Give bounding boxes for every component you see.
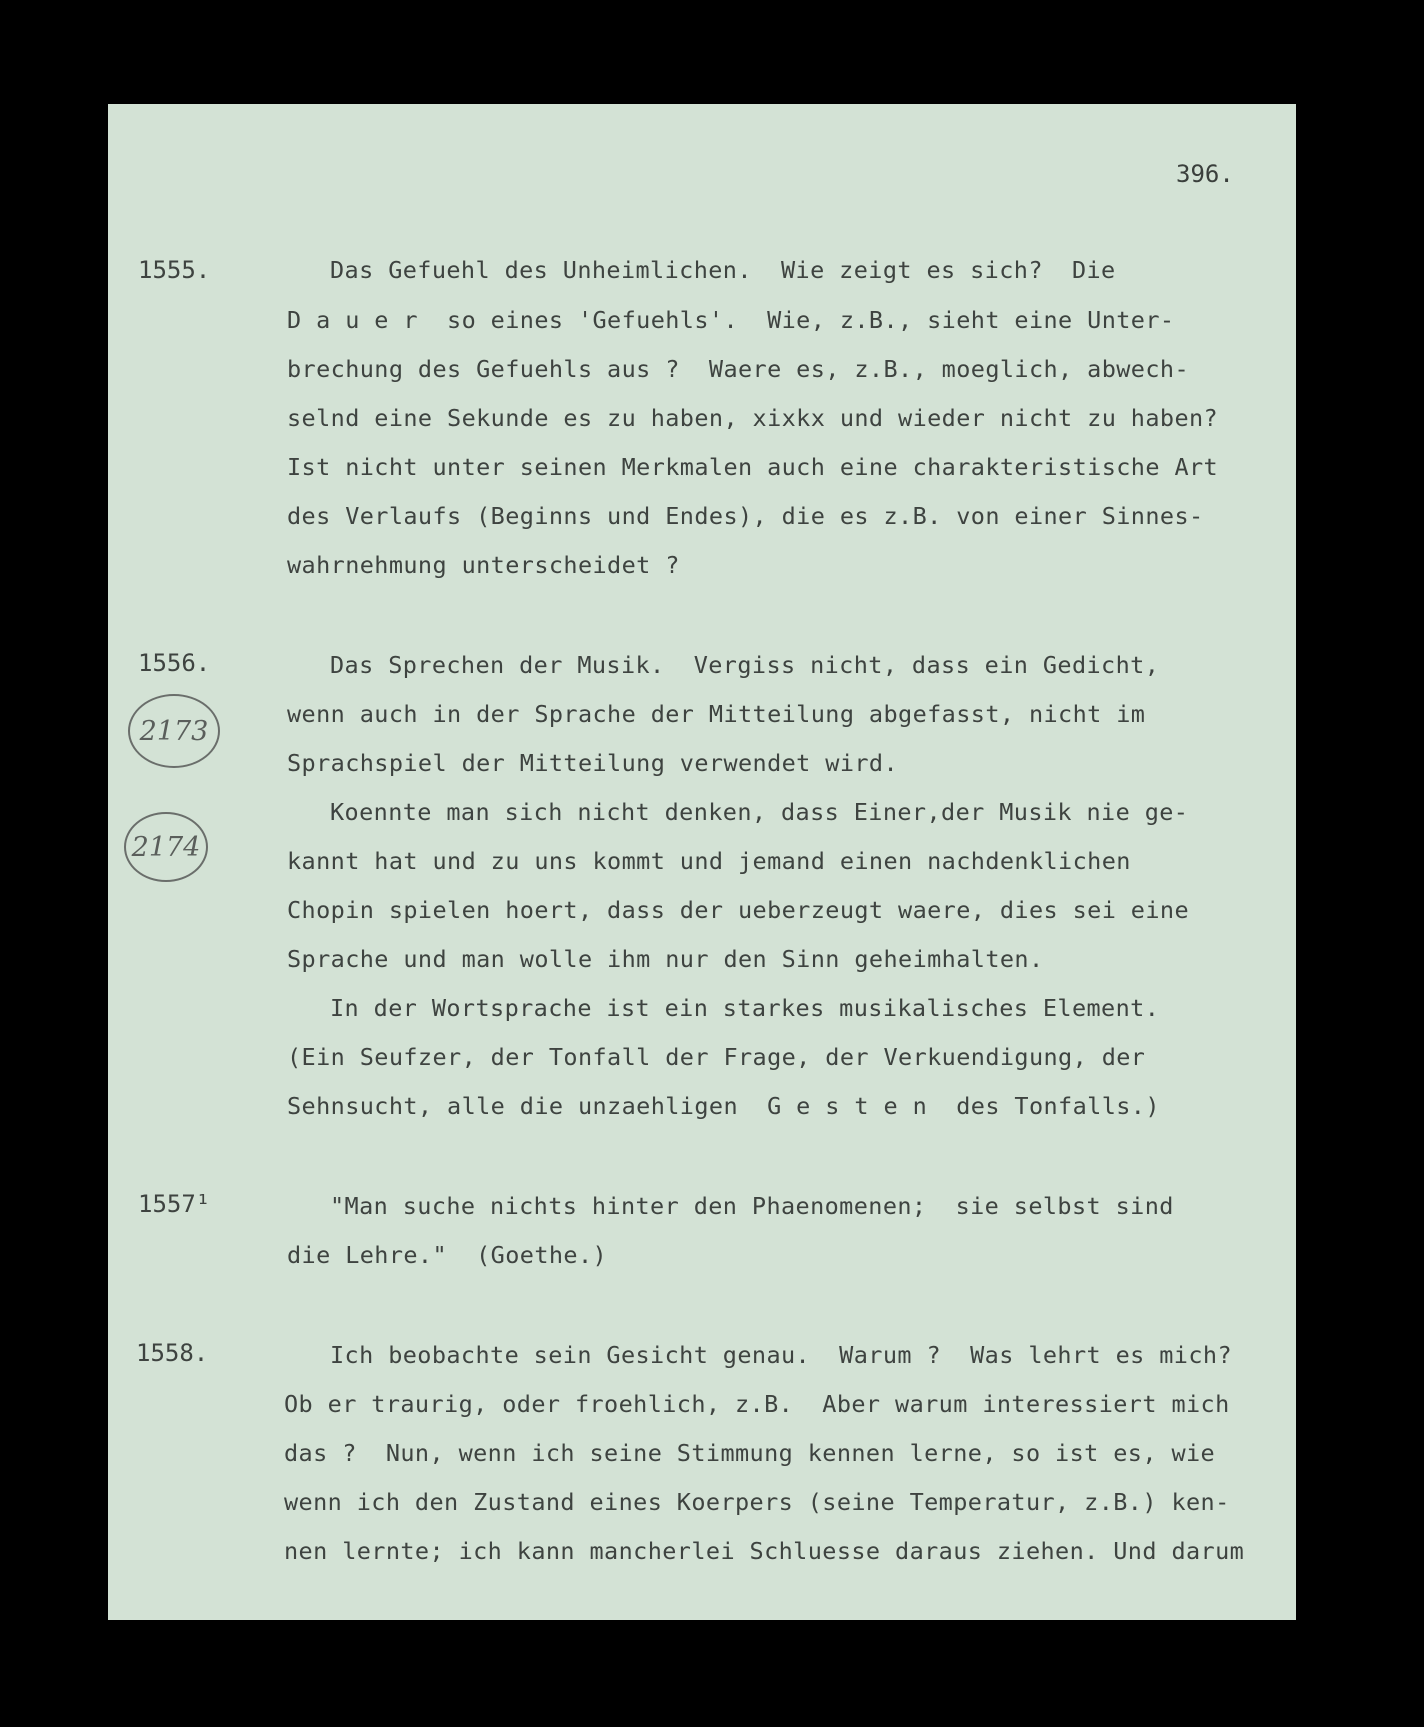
text-line: Ich beobachte sein Gesicht genau. Warum ? Was lehrt es mich? <box>330 1341 1232 1369</box>
entry-number: 1557¹ <box>138 1190 211 1218</box>
text-line: "Man suche nichts hinter den Phaenomenen; sie selbst sind <box>330 1192 1174 1220</box>
text-line: wahrnehmung unterscheidet ? <box>287 551 680 579</box>
text-line: Sehnsucht, alle die unzaehligen G e s t e n des Tonfalls.) <box>287 1092 1160 1120</box>
margin-note-circled: 2174 <box>124 812 208 882</box>
text-line: Das Sprechen der Musik. Vergiss nicht, dass ein Gedicht, <box>330 651 1160 679</box>
text-line: Ob er traurig, oder froehlich, z.B. Aber warum interessiert mich <box>284 1390 1230 1418</box>
text-line: Sprache und man wolle ihm nur den Sinn geheimhalten. <box>287 945 1044 973</box>
text-line: Koennte man sich nicht denken, dass Einer,der Musik nie ge- <box>330 798 1189 826</box>
text-line: Ist nicht unter seinen Merkmalen auch eine charakteristische Art <box>287 453 1219 481</box>
text-line: wenn ich den Zustand eines Koerpers (seine Temperatur, z.B.) ken- <box>284 1488 1230 1516</box>
text-line: Das Gefuehl des Unheimlichen. Wie zeigt es sich? Die <box>330 256 1116 284</box>
text-line: (Ein Seufzer, der Tonfall der Frage, der Verkuendigung, der <box>287 1043 1146 1071</box>
text-line: Chopin spielen hoert, dass der ueberzeugt waere, dies sei eine <box>287 896 1189 924</box>
entry-number: 1558. <box>136 1339 209 1367</box>
text-line: die Lehre." (Goethe.) <box>287 1241 608 1269</box>
text-line: das ? Nun, wenn ich seine Stimmung kennen lerne, so ist es, wie <box>284 1439 1216 1467</box>
text-line: D a u e r so eines 'Gefuehls'. Wie, z.B., sieht eine Unter- <box>287 306 1175 334</box>
entry-number: 1556. <box>138 649 211 677</box>
text-line: Sprachspiel der Mitteilung verwendet wird. <box>287 749 899 777</box>
page-number: 396. <box>1176 160 1234 188</box>
text-line: wenn auch in der Sprache der Mitteilung abgefasst, nicht im <box>287 700 1146 728</box>
text-line: nen lernte; ich kann mancherlei Schluesse daraus ziehen. Und darum <box>284 1537 1245 1565</box>
entry-number: 1555. <box>138 256 211 284</box>
text-line: selnd eine Sekunde es zu haben, xixkx und wieder nicht zu haben? <box>287 404 1219 432</box>
text-line: brechung des Gefuehls aus ? Waere es, z.B., moeglich, abwech- <box>287 355 1189 383</box>
margin-note-circled: 2173 <box>128 694 220 768</box>
text-line: In der Wortsprache ist ein starkes musikalisches Element. <box>330 994 1160 1022</box>
text-line: kannt hat und zu uns kommt und jemand einen nachdenklichen <box>287 847 1131 875</box>
text-line: des Verlaufs (Beginns und Endes), die es z.B. von einer Sinnes- <box>287 502 1204 530</box>
